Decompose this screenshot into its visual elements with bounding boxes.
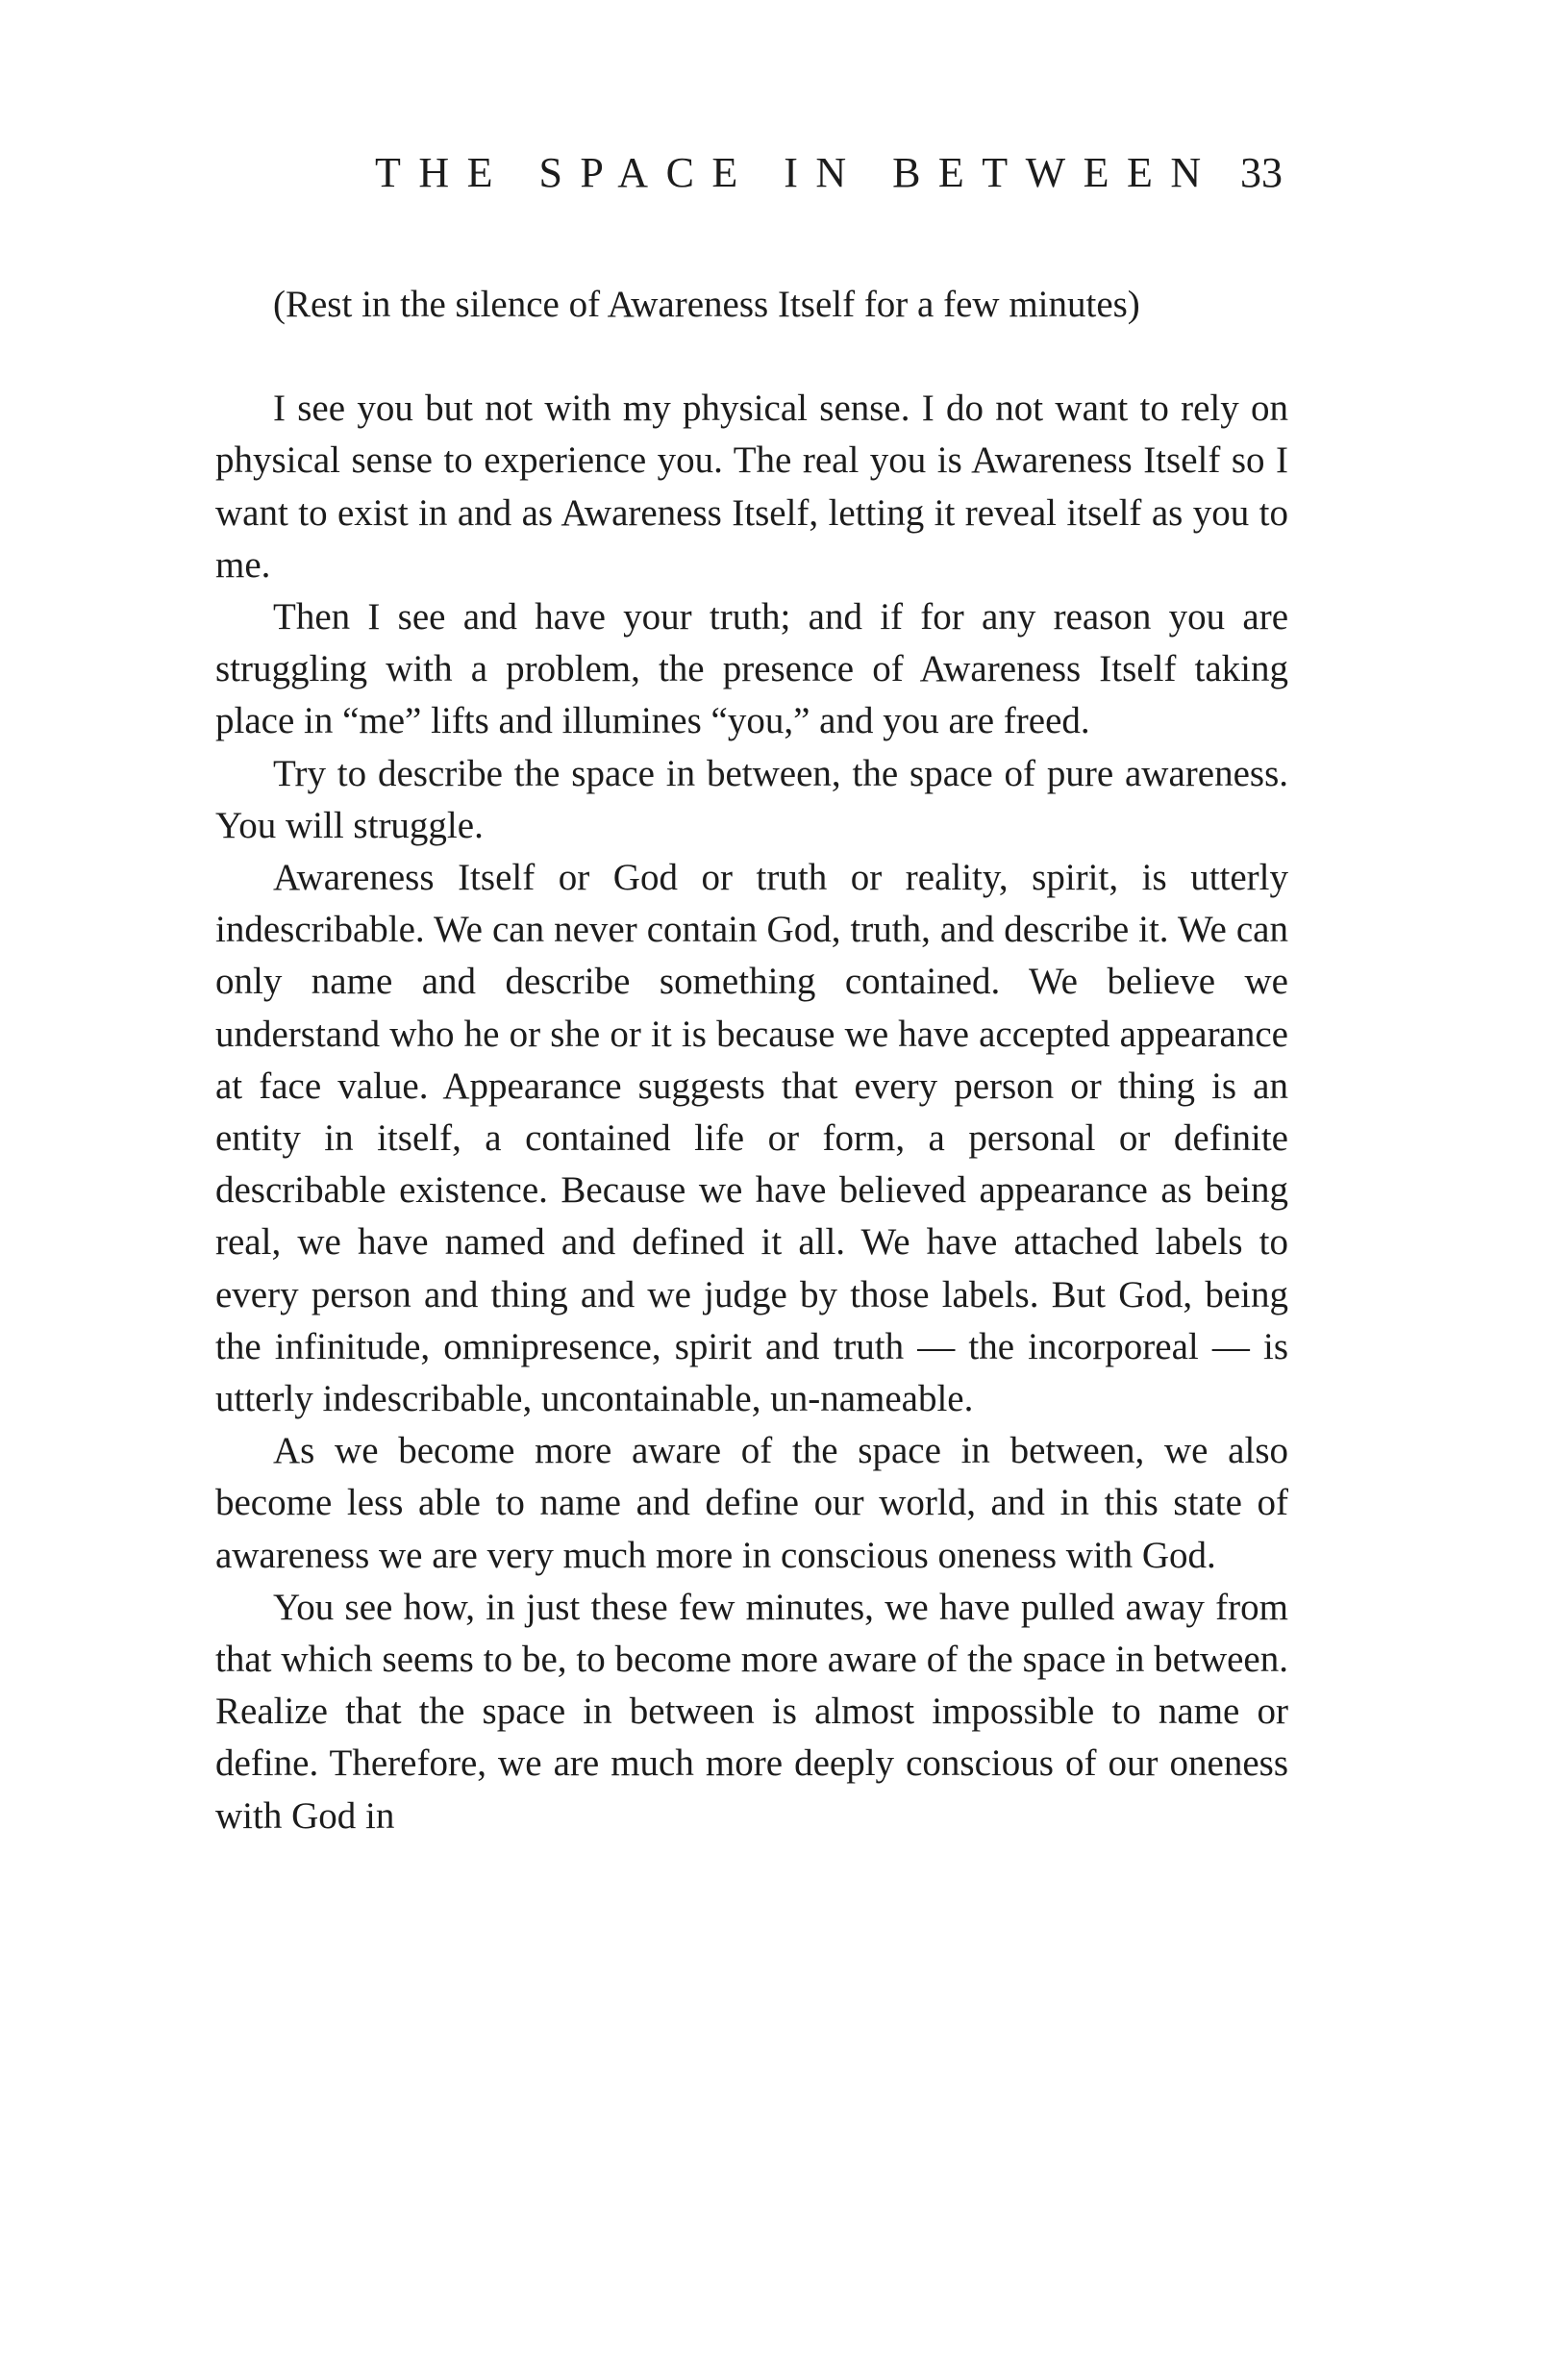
paragraph: Awareness Itself or God or truth or reality, spirit, is utterly indescribable. We can never contain God, truth, and describe it. We can only name and describe something contained. We believe we understand who he or she or it is because we have accepted appearance at face value. Appearance suggests that every person or thing is an entity in itself, a contained life or form, a personal or definite describable existence. Because we have believed appearance as being real, we have named and defined it all. We have attached labels to every person and thing and we judge by those labels. But God, being the infinitude, omnipresence, spirit and truth — the incorporeal — is utterly indescribable, uncontainable, un-nameable. — [215, 857, 1288, 1420]
meditation-instruction: (Rest in the silence of Awareness Itself for a few minutes) — [273, 284, 1140, 325]
paragraph: I see you but not with my physical sense. I do not want to rely on physical sense to experience you. The real you is Awareness Itself so I want to exist in and as Awareness Itself, letting it reveal itself as you to me. — [215, 388, 1288, 586]
paragraph: Then I see and have your truth; and if for any reason you are struggling with a problem, the presence of Awareness Itself taking place in “me” lifts and illumines “you,” and you are freed. — [215, 596, 1288, 742]
page-number: 33 — [1240, 149, 1283, 196]
paragraph: Try to describe the space in between, the space of pure awareness. You will struggle. — [215, 752, 1288, 846]
body-text — [215, 279, 1288, 1842]
running-head-title: THE SPACE IN BETWEEN — [375, 149, 1219, 196]
paragraph: You see how, in just these few minutes, we have pulled away from that which seems to be, to become more aware of the space in between. Realize that the space in between is almost impossible to name or define. Therefore, we are much more deeply conscious of our oneness with God in — [215, 1586, 1288, 1837]
paragraph: As we become more aware of the space in between, we also become less able to name and define our world, and in this state of awareness we are very much more in conscious oneness with God. — [215, 1430, 1288, 1576]
